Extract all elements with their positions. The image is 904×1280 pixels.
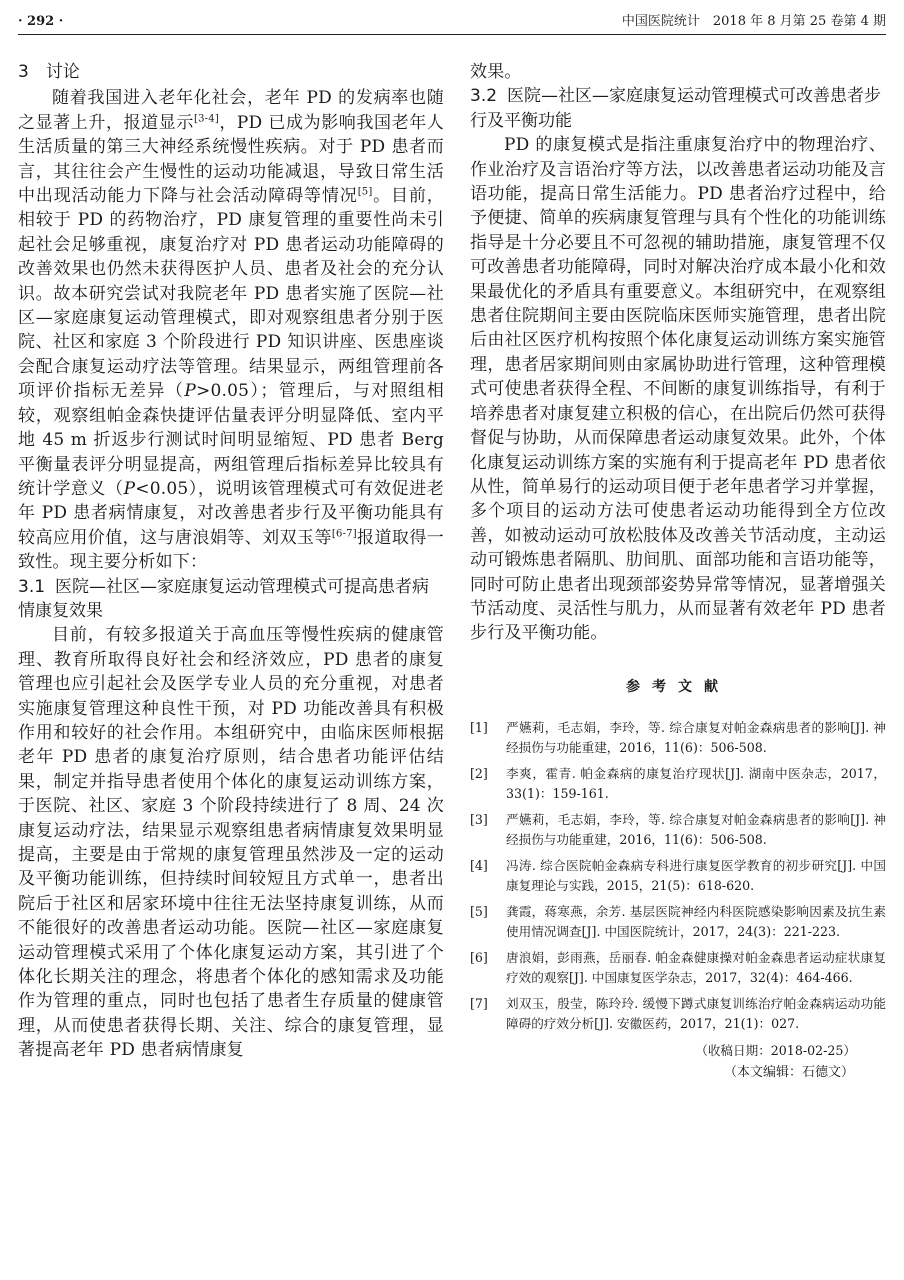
reference-list [470,718,886,1034]
reference-item: [7] 刘双玉，殷莹，陈玲玲. 缓慢下蹲式康复训练治疗帕金森病运动功能障碍的疗效分析[J]. 安徽医药，2017，21(1)：027. [470,995,886,1031]
section-3-1-heading: 3.1 医院—社区—家庭康复运动管理模式可提高患者病情康复效果 [18,576,430,621]
references-title: 参考文献 [626,678,730,695]
left-column [18,60,444,1063]
section-3-heading: 3 讨论 [18,62,80,82]
section-3-2-paragraph: PD 的康复模式是指注重康复治疗中的物理治疗、作业治疗及言语治疗等方法，以改善患者运动功能及言语功能，提高日常生活能力。PD 患者治疗过程中，给予便捷、简单的疾病康复管理与具有个性化的功能训练指导是十分必要且不可忽视的辅助措施，康复管理不仅可改善患者功能障碍，同时对解决治疗成本最小化和效果最优化的矛盾具有重要意义。本组研究中，在观察组患者住院期间主要由医院临床医师实施管理，患者出院后由社区医疗机构按照个体化康复运动训练方案实施管理，患者居家期间则由家属协助进行管理，这种管理模式可使患者获得全程、不间断的康复训练指导，有利于培养患者对康复建立积极的信心，在出院后仍然可获得督促与协助，从而保障患者运动康复效果。此外，个体化康复运动训练方案的实施有利于提高老年 PD 患者依从性，简单易行的运动项目便于老年患者学习并掌握，多个项目的运动方法可使患者运动功能得到全方位改善，如被动运动可放松肢体及改善关节活动度，主动运动可锻炼患者隔肌、肋间肌、面部功能和言语功能等，同时可防止患者出现颈部姿势异常等情况，显著增强关节活动度、灵活性与肌力，从而显著有效老年 PD 患者步行及平衡功能。 [470,135,886,644]
citation[interactable]: [5] [357,186,373,198]
section-3-1-paragraph-continued: 效果。 [470,62,522,82]
reference-item: [3] 严嬿莉，毛志娟，李玲，等. 综合康复对帕金森病患者的影响[J]. 神经损伤与功能重建，2016，11(6)：506-508. [470,811,886,847]
right-column [470,60,886,1084]
reference-item: [1] 严嬿莉，毛志娟，李玲，等. 综合康复对帕金森病患者的影响[J]. 神经损伤与功能重建，2016，11(6)：506-508. [470,719,886,755]
running-header [18,12,886,35]
journal-citation: 中国医院统计 2018 年 8 月第 25 卷第 4 期 [621,14,886,29]
section-3-2-heading: 3.2 医院—社区—家庭康复运动管理模式可改善患者步行及平衡功能 [470,86,882,131]
reference-item: [5] 龚霞，蒋寒燕，余芳. 基层医院神经内科医院感染影响因素及抗生素使用情况调查[J]. 中国医院统计，2017，24(3)：221-223. [470,903,886,939]
editor-note: （本文编辑：石德文） [723,1064,854,1080]
reference-item: [4] 冯涛. 综合医院帕金森病专科进行康复医学教育的初步研究[J]. 中国康复理论与实践，2015，21(5)：618-620. [470,857,886,893]
received-date: （收稿日期：2018-02-25） [695,1042,856,1058]
reference-item: [2] 李爽，霍青. 帕金森病的康复治疗现状[J]. 湖南中医杂志，2017，33(1)：159-161. [470,765,886,801]
section-3-paragraph: 随着我国进入老年化社会，老年 PD 的发病率也随之显著上升，报道显示[3-4]，PD 已成为影响我国老年人生活质量的第三大神经系统慢性疾病。对于 PD 患者而言，其往往会产生慢性的运动功能减退，导致日常生活中出现活动能力下降与社会活动障碍等情况[5]。目前，相较于 PD 的药物治疗，PD 康复管理的重要性尚未引起社会足够重视，康复治疗对 PD 患者运动功能障碍的改善效果也仍然未获得医护人员、患者及社会的充分认识。故本研究尝试对我院老年 PD 患者实施了医院—社区—家庭康复运动管理模式，即对观察组患者分别于医院、社区和家庭 3 个阶段进行 PD 知识讲座、医患座谈会配合康复运动疗法等管理。结果显示，两组管理前各项评价指标无差异（P>0.05）；管理后，与对照组相较，观察组帕金森快捷评估量表评分明显降低、室内平地 45 m 折返步行测试时间明显缩短、PD 患者 Berg 平衡量表评分明显提高，两组管理后指标差异比较具有统计学意义（P<0.05），说明该管理模式可有效促进老年 PD 患者病情康复，对改善患者步行及平衡功能具有较高应用价值，这与唐浪娟等、刘双玉等[6-7]报道取得一致性。现主要分析如下： [18,88,445,573]
reference-item: [6] 唐浪娟，彭雨燕，岳丽春. 帕金森健康操对帕金森患者运动症状康复疗效的观察[J]. 中国康复医学杂志，2017，32(4)：464-466. [470,949,886,985]
section-3-1-paragraph: 目前，有较多报道关于高血压等慢性疾病的健康管理、教育所取得良好社会和经济效应，PD 患者的康复管理也应引起社会及医学专业人员的充分重视，对患者实施康复管理这种良性干预，对 PD 功能改善具有积极作用和较好的社会作用。本组研究中，由临床医师根据老年 PD 患者的康复治疗原则，结合患者功能评估结果，制定并指导患者使用个体化的康复运动训练方案，于医院、社区、家庭 3 个阶段持续进行了 8 周、24 次康复运动疗法，结果显示观察组患者病情康复效果明显提高，主要是由于常规的康复管理虽然涉及一定的运动及平衡功能训练，但持续时间较短且方式单一，患者出院后于社区和居家环境中往往无法坚持康复训练，从而不能很好的改善患者运动功能。医院—社区—家庭康复运动管理模式采用了个体化康复运动方案，其引进了个体化长期关注的理念，将患者个体化的感知需求及功能作为管理的重点，同时也包括了患者生存质量的健康管理，从而使患者获得长期、关注、综合的康复管理，显著提高老年 PD 患者病情康复 [18,625,444,1061]
page-number: · 292 · [18,14,64,29]
citation[interactable]: [3-4] [194,113,219,125]
citation[interactable]: [6-7] [331,528,357,540]
